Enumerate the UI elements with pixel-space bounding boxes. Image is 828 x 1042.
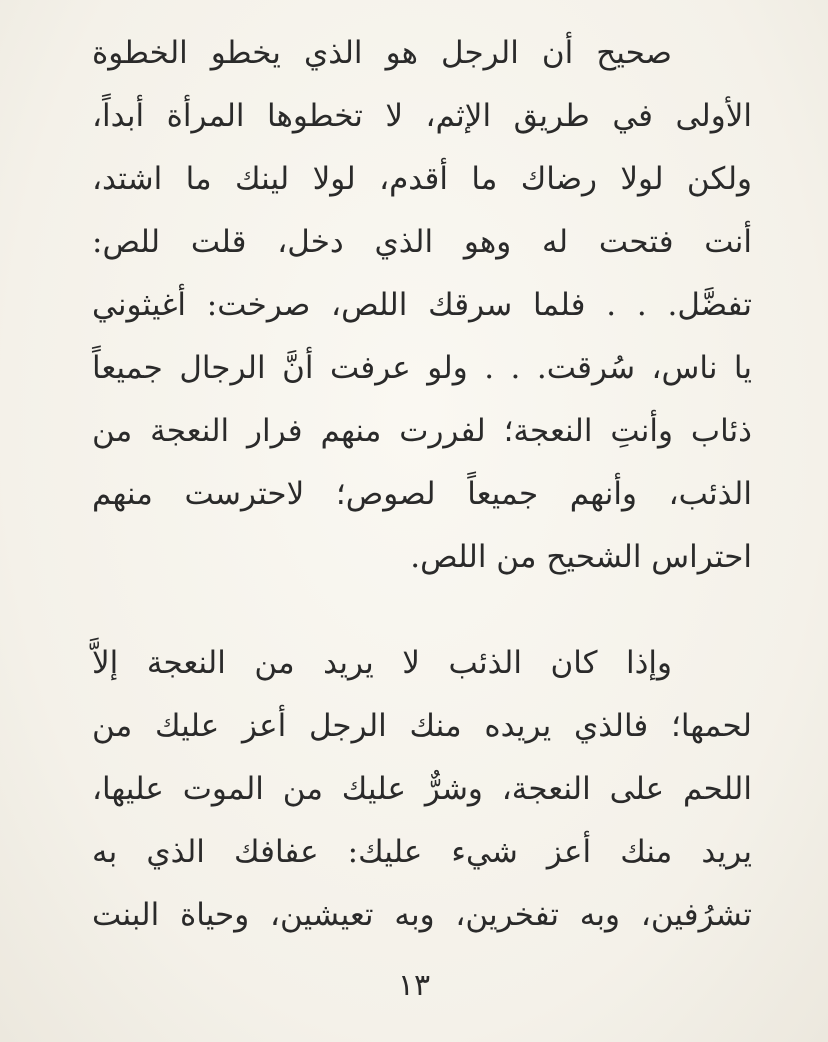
text-line: صحيح أن الرجل هو الذي يخطو الخطوة: [92, 35, 672, 71]
paragraph-1: [92, 22, 752, 589]
text-line: أنت فتحت له وهو الذي دخل، قلت للص:: [92, 224, 752, 260]
text-line: احتراس الشحيح من اللص.: [410, 539, 752, 575]
page-number: ١٣: [397, 968, 431, 1003]
text-line: تفضَّل. . . فلما سرقك اللص، صرخت: أغيثوني: [92, 287, 752, 323]
text-line: تشرُفين، وبه تفخرين، وبه تعيشين، وحياة البنت: [92, 897, 752, 933]
text-line: ولكن لولا رضاك ما أقدم، لولا لينك ما اشتد،: [92, 161, 752, 197]
text-line: لحمها؛ فالذي يريده منك الرجل أعز عليك من: [92, 708, 752, 744]
text-line: اللحم على النعجة، وشرٌّ عليك من الموت عليها،: [92, 771, 752, 807]
text-line: ذئاب وأنتِ النعجة؛ لفررت منهم فرار النعجة من: [92, 413, 752, 449]
text-line: يا ناس، سُرقت. . . ولو عرفت أنَّ الرجال جميعاً: [92, 350, 752, 386]
text-line: وإذا كان الذئب لا يريد من النعجة إلاَّ: [92, 645, 672, 681]
text-line: يريد منك أعز شيء عليك: عفافك الذي به: [92, 834, 752, 870]
paragraph-2: [92, 632, 752, 947]
text-line: الذئب، وأنهم جميعاً لصوص؛ لاحترست منهم: [92, 476, 752, 512]
text-line: الأولى في طريق الإثم، لا تخطوها المرأة أبداً،: [92, 98, 752, 134]
